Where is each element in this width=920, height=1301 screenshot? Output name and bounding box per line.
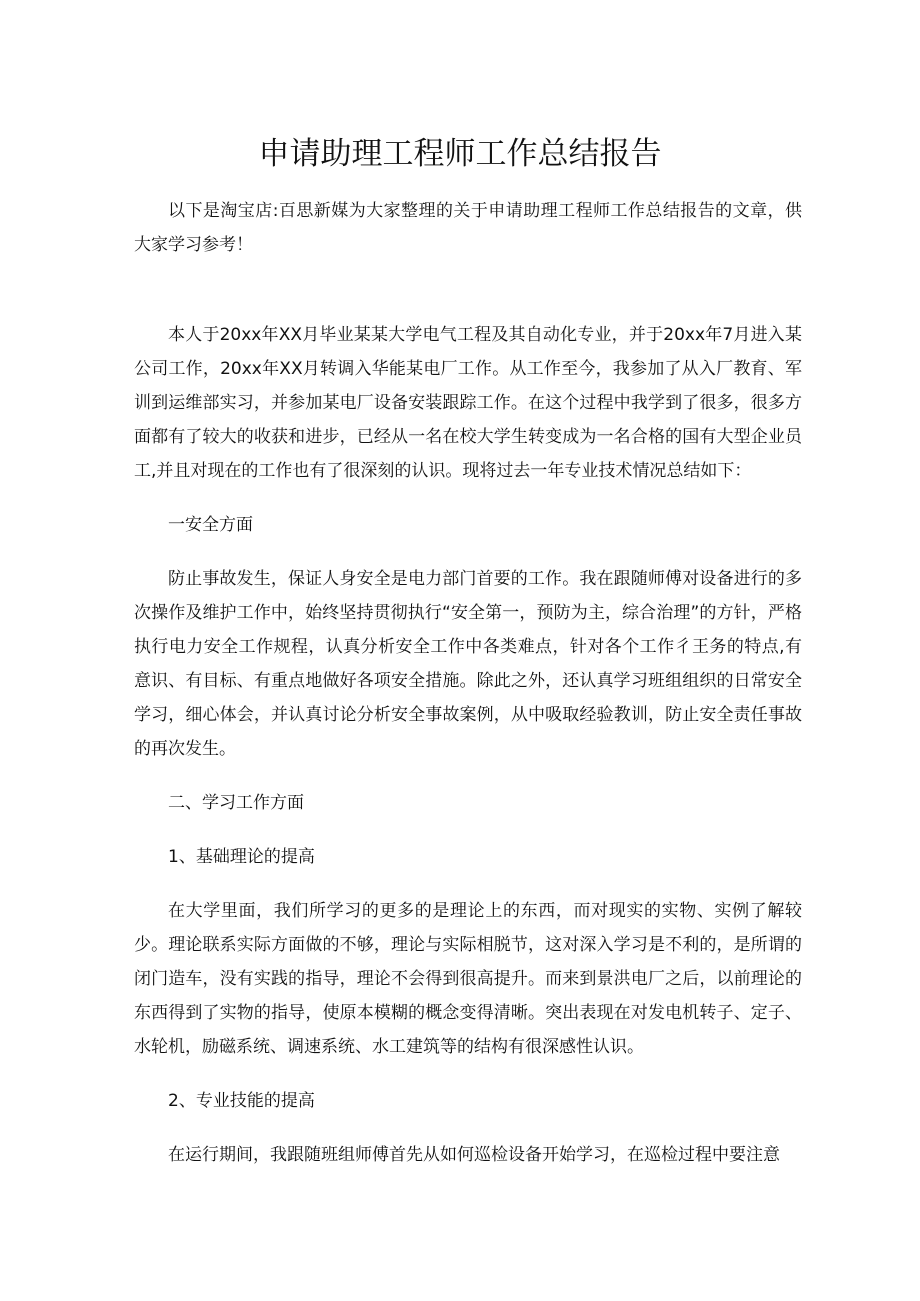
document-body: [134, 194, 802, 1172]
subheading-skills: 2、专业技能的提高: [168, 1091, 315, 1111]
safety-paragraph: 防止事故发生，保证人身安全是电力部门首要的工作。我在跟随师傅对设备进行的多次操作及维护工作中，始终坚持贯彻执行“安全第一，预防为主，综合治理”的方针，严格执行电力安全工作规程，认真分析安全工作中各类难点，针对各个工作彳王务的特点,有意识、有目标、有重点地做好各项安全措施。除此之外，还认真学习班组组织的日常安全学习，细心体会，并认真讨论分析安全事故案例，从中吸取经验教训，防止安全责任事故的再次发生。: [134, 569, 802, 759]
document-title: 申请助理工程师工作总结报告: [258, 136, 662, 172]
theory-paragraph: 在大学里面，我们所学习的更多的是理论上的东西，而对现实的实物、实例了解较少。理论联系实际方面做的不够，理论与实际相脱节，这对深入学习是不利的，是所谓的闭门造车，没有实践的指导，理论不会得到很高提升。而来到景洪电厂之后，以前理论的东西得到了实物的指导，使原本模糊的概念变得清晰。突出表现在对发电机转子、定子、水轮机，励磁系统、调速系统、水工建筑等的结构有很深感性认识。: [134, 901, 802, 1057]
background-paragraph: 本人于20xx年XX月毕业某某大学电气工程及其自动化专业，并于20xx年7月进入某公司工作，20xx年XX月转调入华能某电厂工作。从工作至今，我参加了从入厂教育、军训到运维部实习，并参加某电厂设备安装跟踪工作。在这个过程中我学到了很多，很多方面都有了较大的收获和进步，已经从一名在校大学生转变成为一名合格的国有大型企业员工,并且对现在的工作也有了很深刻的认识。现将过去一年专业技术情况总结如下：: [134, 325, 802, 481]
intro-paragraph: 以下是淘宝店:百思新媒为大家整理的关于申请助理工程师工作总结报告的文章，供大家学习参考！: [134, 201, 802, 255]
section-heading-safety: 一安全方面: [168, 515, 253, 535]
section-heading-study-work: 二、学习工作方面: [168, 793, 304, 813]
subheading-theory: 1、基础理论的提高: [168, 847, 315, 867]
skills-paragraph: 在运行期间，我跟随班组师傅首先从如何巡检设备开始学习，在巡检过程中要注意: [168, 1145, 780, 1165]
